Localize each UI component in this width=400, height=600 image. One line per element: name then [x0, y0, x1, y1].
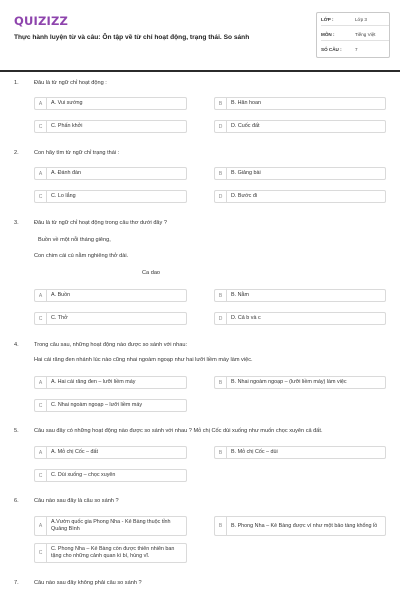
option-letter: A — [35, 377, 47, 388]
question-number: 1. — [14, 80, 19, 86]
answer-option-d[interactable] — [214, 190, 386, 203]
option-text: C. Dùi xuống – chọc xuyên — [51, 472, 116, 478]
option-letter: A — [35, 290, 47, 301]
answer-option-b[interactable] — [214, 167, 386, 180]
answer-option-a[interactable] — [34, 516, 187, 536]
poem-source: Ca dao — [142, 270, 161, 276]
option-text: B. Hân hoan — [231, 100, 261, 106]
header-divider — [0, 70, 400, 72]
answer-option-c[interactable] — [34, 312, 187, 325]
option-text: A. Đánh đàn — [51, 170, 81, 176]
option-letter: B — [215, 98, 227, 109]
answer-option-b[interactable] — [214, 97, 386, 110]
poem-line: Buồn về một nỗi tháng giêng, — [38, 237, 111, 243]
meta-box — [316, 12, 390, 58]
option-text: D. Cả b và c — [231, 315, 261, 321]
meta-label: LỚP : — [321, 17, 334, 22]
question-number: 2. — [14, 150, 19, 156]
quizizz-logo: QUIZIZZ — [14, 14, 69, 28]
option-letter: B — [215, 168, 227, 179]
option-letter: A — [35, 98, 47, 109]
answer-option-d[interactable] — [214, 120, 386, 133]
option-letter: C — [35, 470, 47, 481]
question-text: Con hãy tìm từ ngữ chỉ trạng thái : — [34, 150, 120, 156]
option-text: B. Nhai ngoàm ngoạp – (lưỡi liềm máy) làm việc — [231, 379, 347, 385]
answer-option-d[interactable] — [214, 312, 386, 325]
question-text: Đâu là từ ngữ chỉ hoạt động trong câu thơ dưới đây ? — [34, 220, 168, 226]
answer-option-a[interactable] — [34, 167, 187, 180]
answer-option-a[interactable] — [34, 376, 187, 389]
option-text: C. Phong Nha – Kẻ Bàng còn được thiên nhiên ban tặng cho những cảnh quan kì bí, hùng vĩ. — [51, 546, 175, 559]
meta-label: SỐ CÂU : — [321, 47, 342, 52]
answer-option-c[interactable] — [34, 190, 187, 203]
option-text: A. Buồn — [51, 292, 71, 298]
option-text: A.Vườn quốc gia Phong Nha - Kẻ Bàng thuộc tỉnh Quảng Bình — [51, 519, 171, 532]
option-text: A. Vui sướng — [51, 100, 83, 106]
question-number: 4. — [14, 342, 19, 348]
answer-option-b[interactable] — [214, 289, 386, 302]
answer-option-b[interactable] — [214, 376, 386, 389]
option-text: B. Giảng bài — [231, 170, 261, 176]
meta-value: Tiếng Việt — [355, 32, 376, 37]
option-text: A. Mỏ chị Cốc – đất — [51, 449, 99, 455]
option-letter: C — [35, 121, 47, 132]
meta-value: 7 — [355, 47, 358, 52]
answer-option-a[interactable] — [34, 97, 187, 110]
question-number: 7. — [14, 580, 19, 586]
answer-option-a[interactable] — [34, 446, 187, 459]
meta-row-question-count — [321, 44, 389, 56]
option-letter: D — [215, 313, 227, 324]
option-letter: B — [215, 447, 227, 458]
option-letter: B — [215, 377, 227, 388]
option-letter: C — [35, 544, 47, 562]
question-number: 6. — [14, 498, 19, 504]
option-letter: C — [35, 191, 47, 202]
option-text: C. Thở — [51, 315, 68, 321]
answer-option-c[interactable] — [34, 399, 187, 412]
answer-option-c[interactable] — [34, 543, 187, 563]
option-text: B. Mỏ chị Cốc – dùi — [231, 449, 278, 455]
poem-line: Con chim cái cú nằm nghiêng thở dài. — [34, 253, 129, 259]
worksheet-title: Thực hành luyện từ và câu: Ôn tập về từ chỉ hoạt động, trạng thái. So sánh — [14, 34, 250, 41]
option-letter: B — [215, 517, 227, 535]
worksheet-header — [0, 0, 400, 74]
answer-option-c[interactable] — [34, 120, 187, 133]
question-passage: Hai cái răng đen nhánh lúc nào cũng nhai ngoàm ngoạp như hai lưỡi liềm máy làm việc. — [34, 357, 253, 363]
question-number: 3. — [14, 220, 19, 226]
question-number: 5. — [14, 428, 19, 434]
question-text: Câu nào sau đây không phải câu so sánh ? — [34, 580, 142, 586]
option-text: D. Bước đi — [231, 193, 258, 199]
option-letter: D — [215, 191, 227, 202]
meta-value: Lớp 3 — [355, 17, 367, 22]
option-letter: A — [35, 447, 47, 458]
meta-row-subject — [321, 29, 389, 41]
meta-label: MÔN : — [321, 32, 335, 37]
answer-option-a[interactable] — [34, 289, 187, 302]
option-text: B. Phong Nha – Kẻ Bàng được ví như một bảo tàng khổng lồ — [231, 522, 378, 529]
option-text: D. Cuốc đất — [231, 123, 260, 129]
question-text: Trong câu sau, những hoạt động nào được so sánh với nhau: — [34, 342, 188, 348]
option-text: C. Phấn khởi — [51, 123, 83, 129]
answer-option-c[interactable] — [34, 469, 187, 482]
option-letter: A — [35, 517, 47, 535]
meta-row-grade — [321, 14, 389, 26]
option-text: A. Hai cái răng đen – lưỡi liềm máy — [51, 379, 136, 385]
option-letter: A — [35, 168, 47, 179]
answer-option-b[interactable] — [214, 446, 386, 459]
option-text: B. Nằm — [231, 292, 249, 298]
question-text: Câu nào sau đây là câu so sánh ? — [34, 498, 119, 504]
question-text: Đâu là từ ngữ chỉ hoạt động : — [34, 80, 107, 86]
option-letter: C — [35, 313, 47, 324]
option-text: C. Lo lắng — [51, 193, 76, 199]
answer-option-b[interactable] — [214, 516, 386, 536]
question-text: Câu sau đây có những hoạt động nào được so sánh với nhau ? Mỏ chị Cốc dùi xuống như muốn chọc xuyên cả đất. — [34, 428, 323, 434]
option-letter: D — [215, 121, 227, 132]
option-letter: C — [35, 400, 47, 411]
option-text: C. Nhai ngoàm ngoạp – lưỡi liềm máy — [51, 402, 143, 408]
option-letter: B — [215, 290, 227, 301]
